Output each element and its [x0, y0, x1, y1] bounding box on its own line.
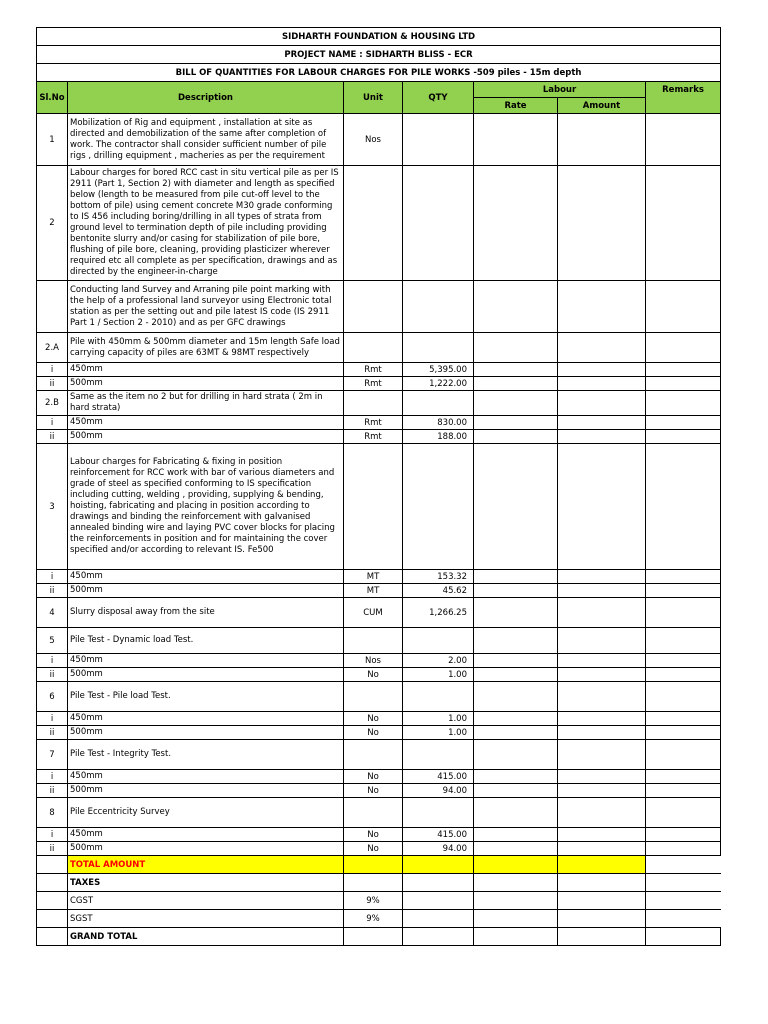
row-rate — [474, 726, 558, 740]
row-remarks — [646, 114, 721, 166]
table-row — [37, 598, 721, 628]
row-rate — [474, 430, 558, 444]
row-amount — [558, 570, 646, 584]
row-description: Labour charges for Fabricating & fixing in position reinforcement for RCC work with bar of various diameters and grade of steel as specified conforming to IS specification including cutting, welding , providing, supplying & bending, hoisting, fabricating and placing in position according to drawings and binding the reinforcement with galvanised annealed binding wire and laying PVC cover blocks for placing the reinforcements in position and for maintaining the cover specified and/or according to relevant IS. Fe500 — [68, 444, 344, 570]
row-description: Pile Eccentricity Survey — [68, 798, 344, 828]
row-unit: No — [344, 712, 403, 726]
row-amount — [558, 333, 646, 363]
row-rate — [474, 281, 558, 333]
boq-sheet — [36, 27, 720, 946]
row-unit: CUM — [344, 598, 403, 628]
row-slno: i — [37, 712, 68, 726]
row-amount — [558, 784, 646, 798]
row-remarks — [646, 842, 721, 856]
row-slno: i — [37, 828, 68, 842]
taxes-label: TAXES — [68, 874, 344, 892]
row-slno: ii — [37, 726, 68, 740]
row-qty — [403, 628, 474, 654]
row-rate — [474, 798, 558, 828]
row-rate — [474, 377, 558, 391]
row-description: 500mm — [68, 842, 344, 856]
row-qty — [403, 444, 474, 570]
row-remarks — [646, 598, 721, 628]
row-remarks — [646, 584, 721, 598]
row-amount — [558, 598, 646, 628]
row-rate — [474, 628, 558, 654]
row-amount — [558, 654, 646, 668]
table-row — [37, 712, 721, 726]
row-amount — [558, 726, 646, 740]
row-unit: No — [344, 828, 403, 842]
row-qty — [403, 798, 474, 828]
row-qty: 94.00 — [403, 842, 474, 856]
row-description: 450mm — [68, 416, 344, 430]
row-rate — [474, 391, 558, 416]
row-remarks — [646, 570, 721, 584]
total-amount-label: TOTAL AMOUNT — [68, 856, 344, 874]
row-qty — [403, 114, 474, 166]
row-remarks — [646, 712, 721, 726]
row-description: Mobilization of Rig and equipment , installation at site as directed and demobilization of the same after completion of work. The contractor shall consider sufficient number of pile rigs , drilling equipment , macheries as per the requirement — [68, 114, 344, 166]
row-remarks — [646, 333, 721, 363]
row-amount — [558, 391, 646, 416]
row-unit: Rmt — [344, 430, 403, 444]
row-remarks — [646, 444, 721, 570]
table-row — [37, 584, 721, 598]
row-unit: No — [344, 668, 403, 682]
row-qty: 45.62 — [403, 584, 474, 598]
row-slno: i — [37, 416, 68, 430]
row-qty: 1.00 — [403, 726, 474, 740]
company-name: SIDHARTH FOUNDATION & HOUSING LTD — [37, 28, 721, 46]
row-description: Pile Test - Integrity Test. — [68, 740, 344, 770]
row-slno: i — [37, 770, 68, 784]
row-slno: ii — [37, 668, 68, 682]
row-remarks — [646, 668, 721, 682]
row-qty: 1,266.25 — [403, 598, 474, 628]
row-rate — [474, 740, 558, 770]
row-remarks — [646, 391, 721, 416]
row-qty: 415.00 — [403, 828, 474, 842]
row-rate — [474, 784, 558, 798]
header-qty: QTY — [403, 82, 474, 114]
row-amount — [558, 712, 646, 726]
table-row — [37, 726, 721, 740]
header-unit: Unit — [344, 82, 403, 114]
row-qty: 2.00 — [403, 654, 474, 668]
row-slno: 6 — [37, 682, 68, 712]
row-qty: 188.00 — [403, 430, 474, 444]
row-qty: 415.00 — [403, 770, 474, 784]
table-row — [37, 770, 721, 784]
row-amount — [558, 628, 646, 654]
row-amount — [558, 828, 646, 842]
table-row — [37, 668, 721, 682]
row-rate — [474, 333, 558, 363]
header-remarks: Remarks — [646, 82, 721, 114]
table-row — [37, 784, 721, 798]
row-slno: 2.A — [37, 333, 68, 363]
row-slno: ii — [37, 584, 68, 598]
row-description: Pile with 450mm & 500mm diameter and 15m length Safe load carrying capacity of piles are 63MT & 98MT respectively — [68, 333, 344, 363]
row-unit — [344, 333, 403, 363]
table-row — [37, 682, 721, 712]
row-rate — [474, 668, 558, 682]
row-unit: No — [344, 770, 403, 784]
row-description: 500mm — [68, 726, 344, 740]
row-remarks — [646, 654, 721, 668]
row-unit: Rmt — [344, 416, 403, 430]
row-description: Pile Test - Pile load Test. — [68, 682, 344, 712]
header-slno: Sl.No — [37, 82, 68, 114]
row-description: Slurry disposal away from the site — [68, 598, 344, 628]
row-amount — [558, 281, 646, 333]
row-remarks — [646, 726, 721, 740]
row-unit: No — [344, 784, 403, 798]
row-qty — [403, 740, 474, 770]
row-qty — [403, 166, 474, 281]
row-slno: i — [37, 363, 68, 377]
boq-table — [36, 27, 721, 946]
row-unit: Nos — [344, 654, 403, 668]
row-description: Conducting land Survey and Arraning pile point marking with the help of a professional land surveyor using Electronic total station as per the setting out and pile latest IS code (IS 2911 Part 1 / Section 2 - 2010) and as per GFC drawings — [68, 281, 344, 333]
row-slno: 8 — [37, 798, 68, 828]
table-row — [37, 798, 721, 828]
row-remarks — [646, 430, 721, 444]
row-rate — [474, 166, 558, 281]
header-labour: Labour — [474, 82, 646, 98]
header-rate: Rate — [474, 98, 558, 114]
row-remarks — [646, 770, 721, 784]
row-description: 450mm — [68, 363, 344, 377]
row-qty: 5,395.00 — [403, 363, 474, 377]
row-slno: ii — [37, 377, 68, 391]
sgst-rate: 9% — [344, 910, 403, 928]
row-amount — [558, 770, 646, 784]
table-row — [37, 114, 721, 166]
row-unit — [344, 444, 403, 570]
row-rate — [474, 712, 558, 726]
row-slno: 2 — [37, 166, 68, 281]
row-qty: 94.00 — [403, 784, 474, 798]
row-remarks — [646, 798, 721, 828]
table-row — [37, 570, 721, 584]
row-remarks — [646, 784, 721, 798]
table-row — [37, 391, 721, 416]
grand-total-label: GRAND TOTAL — [68, 928, 344, 946]
row-qty — [403, 391, 474, 416]
row-unit — [344, 628, 403, 654]
row-amount — [558, 444, 646, 570]
row-amount — [558, 682, 646, 712]
row-slno: 7 — [37, 740, 68, 770]
row-qty: 830.00 — [403, 416, 474, 430]
row-unit — [344, 166, 403, 281]
table-row — [37, 377, 721, 391]
row-description: 500mm — [68, 668, 344, 682]
row-slno: 3 — [37, 444, 68, 570]
row-description: 450mm — [68, 770, 344, 784]
row-rate — [474, 828, 558, 842]
row-rate — [474, 598, 558, 628]
table-row — [37, 416, 721, 430]
row-rate — [474, 114, 558, 166]
row-slno — [37, 281, 68, 333]
row-unit: No — [344, 842, 403, 856]
table-row — [37, 281, 721, 333]
bill-title: BILL OF QUANTITIES FOR LABOUR CHARGES FOR PILE WORKS -509 piles - 15m depth — [37, 64, 721, 82]
row-description: 450mm — [68, 712, 344, 726]
row-unit: Nos — [344, 114, 403, 166]
row-slno: 2.B — [37, 391, 68, 416]
row-remarks — [646, 682, 721, 712]
cgst-rate: 9% — [344, 892, 403, 910]
row-description: 500mm — [68, 430, 344, 444]
table-row — [37, 166, 721, 281]
row-unit — [344, 682, 403, 712]
row-unit: Rmt — [344, 363, 403, 377]
row-amount — [558, 114, 646, 166]
row-qty: 1.00 — [403, 712, 474, 726]
table-row — [37, 842, 721, 856]
row-unit — [344, 798, 403, 828]
row-remarks — [646, 416, 721, 430]
row-amount — [558, 430, 646, 444]
row-description: Labour charges for bored RCC cast in situ vertical pile as per IS 2911 (Part 1, Section 2) with diameter and length as specified below (length to be measured from pile cut-off level to the bottom of pile) using cement concrete M30 grade conforming to IS 456 including boring/drilling in all types of strata from ground level to termination depth of pile including providing bentonite slurry and/or casing for stabilization of pile bore, flushing of pile bore, cleaning, providing plasticizer wherever required etc all complete as per specification, drawings and as directed by the engineer-in-charge — [68, 166, 344, 281]
row-amount — [558, 740, 646, 770]
cgst-label: CGST — [68, 892, 344, 910]
row-description: Same as the item no 2 but for drilling in hard strata ( 2m in hard strata) — [68, 391, 344, 416]
row-amount — [558, 842, 646, 856]
row-amount — [558, 798, 646, 828]
table-row — [37, 363, 721, 377]
row-amount — [558, 416, 646, 430]
row-qty: 153.32 — [403, 570, 474, 584]
row-description: 500mm — [68, 584, 344, 598]
table-row — [37, 333, 721, 363]
header-amount: Amount — [558, 98, 646, 114]
row-unit — [344, 281, 403, 333]
project-name: PROJECT NAME : SIDHARTH BLISS - ECR — [37, 46, 721, 64]
row-qty — [403, 333, 474, 363]
row-amount — [558, 377, 646, 391]
row-qty: 1.00 — [403, 668, 474, 682]
row-remarks — [646, 740, 721, 770]
row-rate — [474, 842, 558, 856]
row-slno: i — [37, 654, 68, 668]
table-row — [37, 628, 721, 654]
row-rate — [474, 654, 558, 668]
row-remarks — [646, 628, 721, 654]
header-description: Description — [68, 82, 344, 114]
row-unit — [344, 740, 403, 770]
table-row — [37, 654, 721, 668]
row-qty — [403, 281, 474, 333]
row-rate — [474, 682, 558, 712]
table-row — [37, 444, 721, 570]
row-remarks — [646, 828, 721, 842]
row-remarks — [646, 377, 721, 391]
row-unit: MT — [344, 570, 403, 584]
row-description: 450mm — [68, 828, 344, 842]
row-remarks — [646, 363, 721, 377]
row-slno: ii — [37, 430, 68, 444]
row-qty — [403, 682, 474, 712]
row-unit: No — [344, 726, 403, 740]
row-description: 450mm — [68, 570, 344, 584]
table-row — [37, 740, 721, 770]
row-unit — [344, 391, 403, 416]
row-description: 500mm — [68, 377, 344, 391]
row-amount — [558, 166, 646, 281]
row-unit: Rmt — [344, 377, 403, 391]
row-rate — [474, 570, 558, 584]
row-remarks — [646, 166, 721, 281]
row-slno: i — [37, 570, 68, 584]
row-amount — [558, 584, 646, 598]
row-remarks — [646, 281, 721, 333]
row-qty: 1,222.00 — [403, 377, 474, 391]
row-slno: ii — [37, 842, 68, 856]
row-amount — [558, 363, 646, 377]
table-row — [37, 828, 721, 842]
row-rate — [474, 584, 558, 598]
row-description: Pile Test - Dynamic load Test. — [68, 628, 344, 654]
row-amount — [558, 668, 646, 682]
row-slno: ii — [37, 784, 68, 798]
sgst-label: SGST — [68, 910, 344, 928]
row-description: 450mm — [68, 654, 344, 668]
row-rate — [474, 416, 558, 430]
row-slno: 1 — [37, 114, 68, 166]
row-slno: 5 — [37, 628, 68, 654]
row-rate — [474, 444, 558, 570]
row-description: 500mm — [68, 784, 344, 798]
row-unit: MT — [344, 584, 403, 598]
row-rate — [474, 363, 558, 377]
row-rate — [474, 770, 558, 784]
table-row — [37, 430, 721, 444]
row-slno: 4 — [37, 598, 68, 628]
